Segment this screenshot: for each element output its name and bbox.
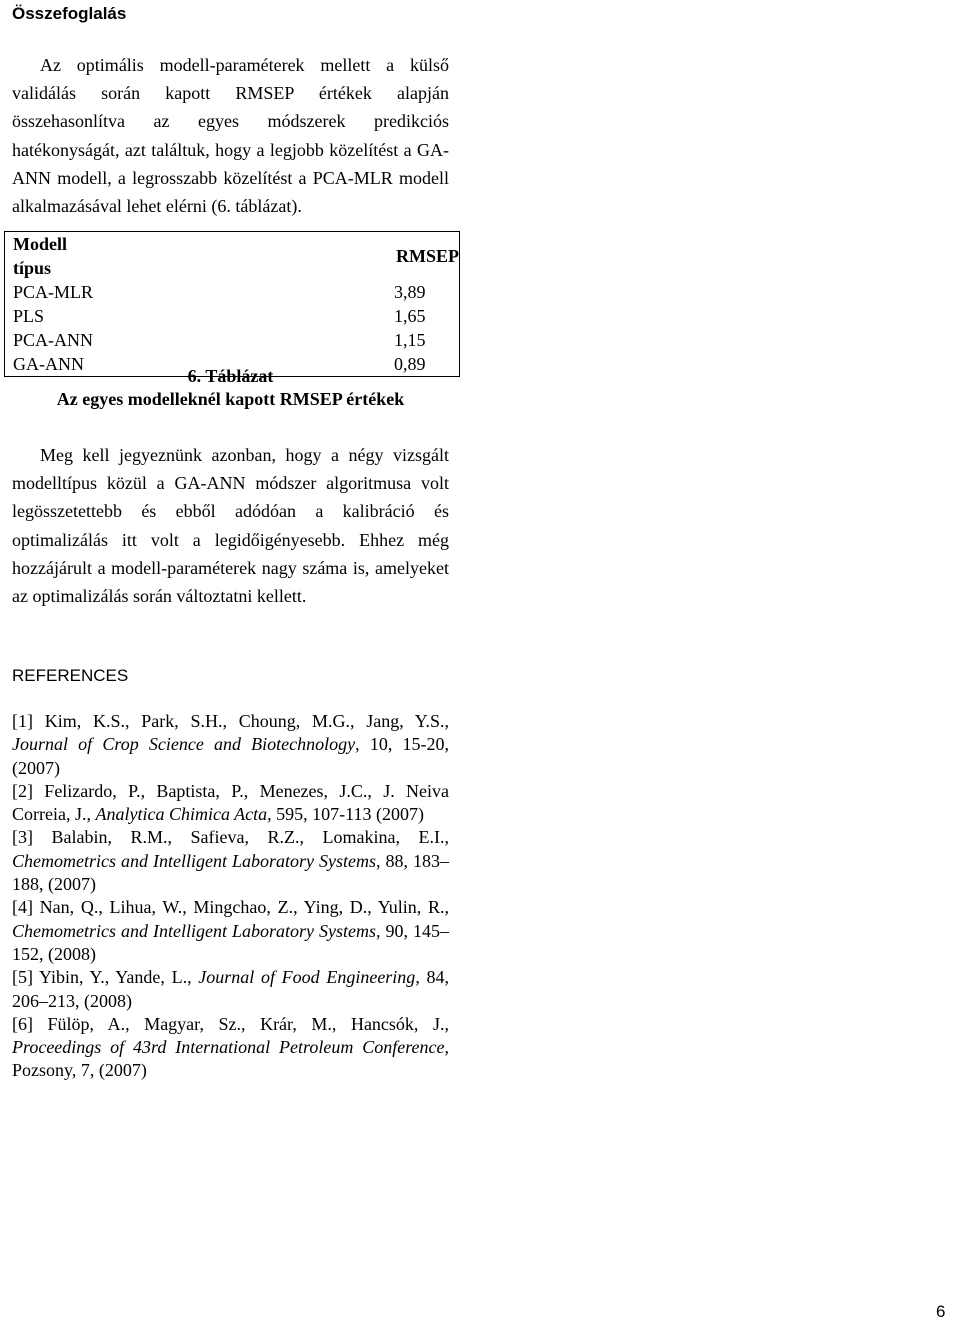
- reference-item: [12, 826, 449, 896]
- reference-item: [12, 710, 449, 780]
- references-heading: REFERENCES: [12, 666, 129, 685]
- reference-authors: [6] Fülöp, A., Magyar, Sz., Krár, M., Hancsók, J.,: [12, 1013, 449, 1034]
- reference-item: [12, 896, 449, 966]
- reference-journal: Journal of Crop Science and Biotechnology: [12, 734, 356, 755]
- cell-model: PCA-MLR: [13, 282, 94, 302]
- cell-rmsep: 0,89: [394, 354, 426, 374]
- reference-item: [12, 780, 449, 827]
- section-heading: Összefoglalás: [12, 4, 127, 23]
- reference-details: , Pozsony, 7, (2007): [12, 1037, 449, 1081]
- reference-authors: [1] Kim, K.S., Park, S.H., Choung, M.G., Jang, Y.S.,: [12, 711, 449, 731]
- cell-rmsep: 3,89: [394, 282, 426, 302]
- table-row: [5, 328, 460, 352]
- reference-item: [12, 966, 449, 1013]
- table-caption-number: 6. Táblázat: [187, 366, 274, 386]
- reference-details: , 88, 183–188, (2007): [12, 850, 449, 895]
- reference-journal: Analytica Chimica Acta: [95, 804, 268, 825]
- summary-paragraph: Az optimális modell-paraméterek mellett a külső validálás során kapott RMSEP értékek alapján összehasonlítva az egyes módszerek predikciós hatékonyságát, azt találtuk, hogy a legjobb közelítést a GA-ANN modell, a legrosszabb közelítést a PCA-MLR modell alkalmazásával lehet elérni (6. táblázat).: [12, 55, 449, 217]
- cell-rmsep: 1,65: [394, 306, 426, 326]
- references-list: [12, 710, 449, 1083]
- summary-paragraph-container: [12, 51, 449, 220]
- table-caption: [12, 365, 449, 411]
- cell-model: PLS: [13, 306, 45, 326]
- reference-authors: [2] Felizardo, P., Baptista, P., Menezes, J.C., J. Neiva Correia, J.,: [12, 780, 449, 825]
- page-number: 6: [936, 1302, 946, 1321]
- table-row: [5, 304, 460, 328]
- reference-item: [12, 1013, 449, 1083]
- discussion-paragraph-container: [12, 441, 449, 610]
- col-header-rmsep: RMSEP: [396, 246, 459, 266]
- table-caption-title: Az egyes modelleknél kapott RMSEP értékek: [56, 389, 405, 409]
- cell-rmsep: 1,15: [394, 330, 426, 350]
- reference-journal: Chemometrics and Intelligent Laboratory Systems: [12, 850, 376, 871]
- table-header-row: [5, 232, 460, 281]
- cell-model: GA-ANN: [13, 354, 84, 374]
- table-row: [5, 280, 460, 304]
- cell-model: PCA-ANN: [13, 330, 94, 350]
- reference-journal: Chemometrics and Intelligent Laboratory Systems: [12, 920, 376, 941]
- rmsep-table: [4, 231, 460, 377]
- reference-details: , 595, 107-113 (2007): [267, 804, 424, 825]
- reference-authors: [5] Yibin, Y., Yande, L.,: [12, 967, 199, 988]
- discussion-paragraph: Meg kell jegyeznünk azonban, hogy a négy vizsgált modelltípus közül a GA-ANN módszer algoritmusa volt legösszetettebb és ebből adódóan a kalibráció és optimalizálás itt volt a legidőigényesebb. Ehhez még hozzájárult a modell-paraméterek nagy száma is, amelyeket az optimalizálás során változtatni kellett.: [12, 445, 449, 607]
- reference-details: , 10, 15-20, (2007): [12, 734, 450, 778]
- reference-authors: [3] Balabin, R.M., Safieva, R.Z., Lomakina, E.I.,: [12, 827, 449, 848]
- reference-details: , 90, 145–152, (2008): [12, 920, 449, 964]
- col-header-model: Modell típus: [13, 234, 67, 278]
- reference-details: , 84, 206–213, (2008): [12, 967, 449, 1011]
- reference-authors: [4] Nan, Q., Lihua, W., Mingchao, Z., Ying, D., Yulin, R.,: [12, 897, 449, 918]
- reference-journal: Proceedings of 43rd International Petroleum Conference: [12, 1037, 445, 1058]
- reference-journal: Journal of Food Engineering: [198, 967, 416, 988]
